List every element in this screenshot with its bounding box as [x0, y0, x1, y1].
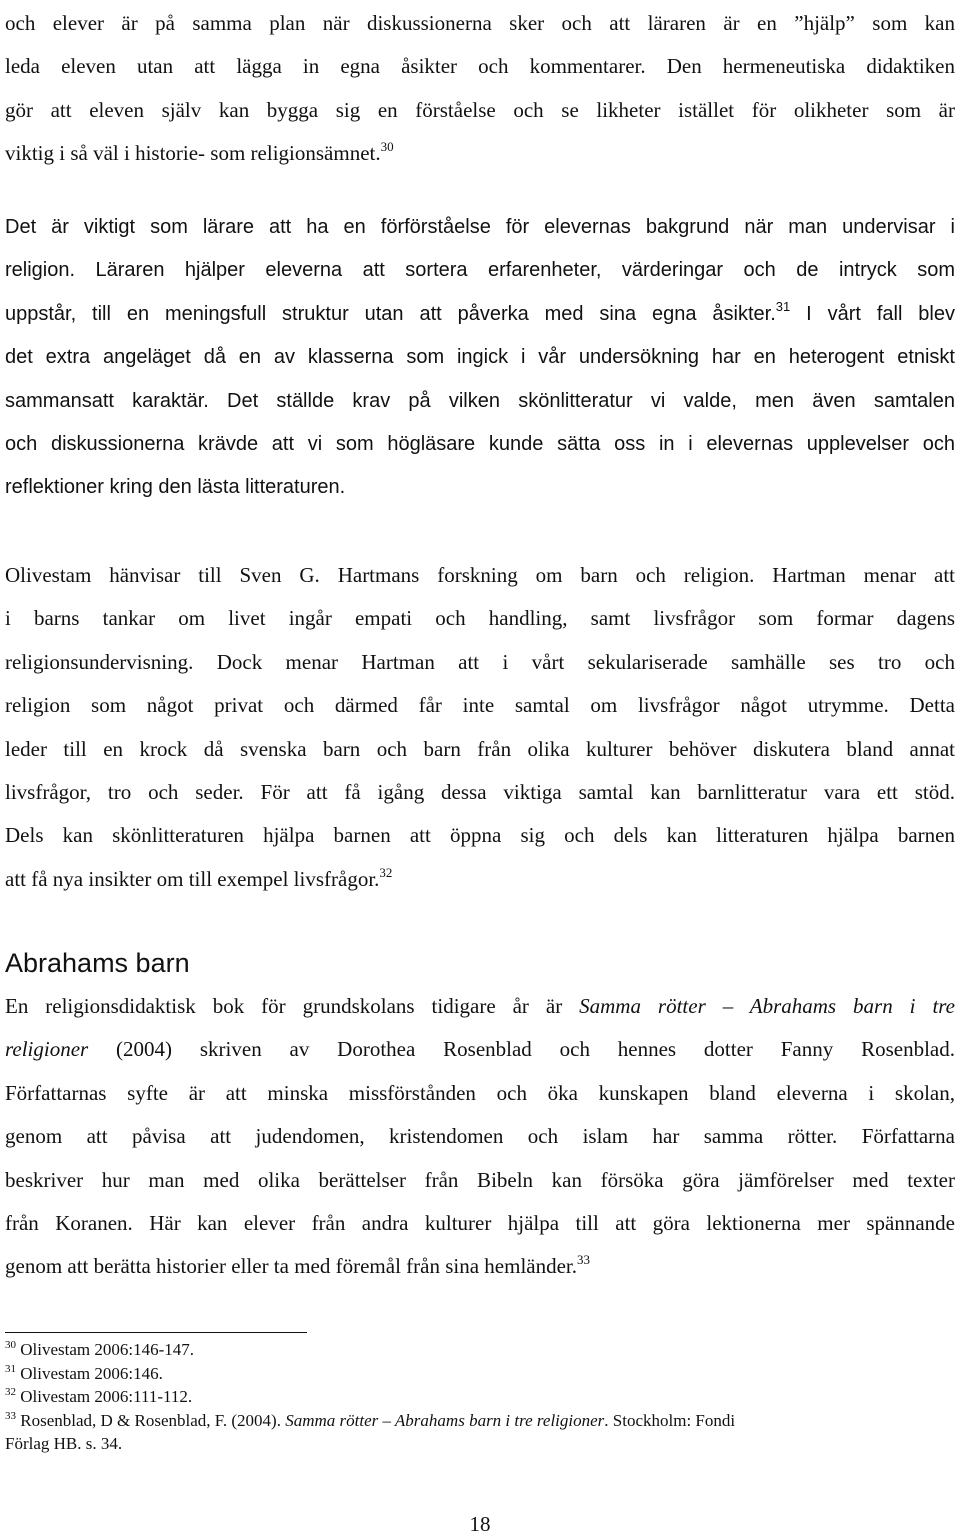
paragraph-1: [5, 2, 955, 176]
footnote-text: . Stockholm: Fondi: [604, 1410, 736, 1430]
paragraph-line: från Koranen. Här kan elever från andra kulturer hjälpa till att göra lektionerna mer spännande: [5, 1211, 955, 1236]
paragraph-line: Det är viktigt som lärare att ha en förförståelse för elevernas bakgrund när man undervisar i: [5, 216, 955, 238]
footnote-text: Olivestam 2006:111-112.: [16, 1387, 193, 1407]
paragraph-line: [5, 1028, 955, 1071]
paragraph-line: [5, 858, 955, 901]
footnote-32: [5, 1385, 955, 1409]
footnotes: [5, 1338, 955, 1456]
book-title: Samma rötter – Abrahams barn i tre: [579, 994, 955, 1018]
page-number: 18: [469, 1512, 491, 1536]
paragraph-line: [5, 985, 955, 1028]
paragraph-line: i barns tankar om livet ingår empati och handling, samt livsfrågor som formar dagens: [5, 606, 955, 631]
paragraph-line: livsfrågor, tro och seder. För att få igång dessa viktiga samtal kan barnlitteratur vara ett stöd.: [5, 780, 955, 805]
paragraph-4: [5, 985, 955, 1289]
footnote-33: [5, 1409, 955, 1433]
footnote-text: Olivestam 2006:146-147.: [16, 1340, 195, 1359]
book-title: religioner: [5, 1037, 89, 1062]
paragraph-line: och diskussionerna krävde att vi som högläsare kunde sätta oss in i elevernas upplevelser och: [5, 433, 955, 456]
paragraph-line: leder till en krock då svenska barn och barn från olika kulturer behöver diskutera bland annat: [5, 736, 955, 761]
paragraph-line: religionsundervisning. Dock menar Hartman att i vårt sekulariserade samhälle ses tro och: [5, 649, 955, 674]
footnote-33-continued: Förlag HB. s. 34.: [5, 1434, 123, 1454]
footnote-number: 32: [5, 1386, 16, 1399]
paragraph-line: genom att påvisa att judendomen, kristendomen och islam har samma rötter. Författarna: [5, 1124, 955, 1149]
footnote-31: [5, 1362, 955, 1386]
footnote-book-title: Samma rötter – Abrahams barn i tre religioner: [285, 1410, 605, 1430]
footnote-text: Olivestam 2006:146.: [16, 1363, 163, 1383]
paragraph-text: (2004) skriven av Dorothea Rosenblad och hennes dotter Fanny Rosenblad.: [88, 1037, 955, 1062]
paragraph-line: Dels kan skönlitteraturen hjälpa barnen att öppna sig och dels kan litteraturen hjälpa barnen: [5, 823, 955, 848]
paragraph-text: uppstår, till en meningsfull struktur utan att påverka med sina egna åsikter.: [5, 302, 776, 325]
footnote-number: 31: [5, 1362, 16, 1375]
footnote-30: [5, 1338, 955, 1362]
paragraph-line: leda eleven utan att lägga in egna åsikter och kommentarer. Den hermeneutiska didaktiken: [5, 54, 955, 79]
paragraph-3: [5, 554, 955, 901]
paragraph-text: viktig i så väl i historie- som religionsämnet.: [5, 141, 381, 166]
paragraph-line: gör att eleven själv kan bygga sig en förståelse och se likheter istället för olikheter som är: [5, 97, 955, 122]
paragraph-text: att få nya insikter om till exempel livsfrågor.: [5, 866, 380, 891]
paragraph-line: reflektioner kring den lästa litteraturen.: [5, 476, 346, 499]
section-heading: Abrahams barn: [5, 948, 190, 978]
paragraph-line: beskriver hur man med olika berättelser från Bibeln kan försöka göra jämförelser med texter: [5, 1167, 955, 1192]
paragraph-text: I vårt fall blev: [790, 302, 955, 325]
paragraph-line: och elever är på samma plan när diskussionerna sker och att läraren är en ”hjälp” som kan: [5, 11, 955, 35]
paragraph-2: [5, 206, 955, 510]
paragraph-line: religion som något privat och därmed får inte samtal om livsfrågor något utrymme. Detta: [5, 693, 955, 718]
footnote-ref-32[interactable]: 32: [379, 864, 393, 880]
footnote-separator: [5, 1332, 307, 1333]
paragraph-line: Olivestam hänvisar till Sven G. Hartmans forskning om barn och religion. Hartman menar att: [5, 563, 955, 587]
paragraph-line: Författarnas syfte är att minska missförstånden och öka kunskapen bland eleverna i skolan,: [5, 1080, 955, 1105]
paragraph-text: En religionsdidaktisk bok för grundskolans tidigare år är: [5, 994, 580, 1018]
footnote-text: Rosenblad, D & Rosenblad, F. (2004).: [16, 1410, 286, 1430]
paragraph-line: det extra angeläget då en av klasserna som ingick i vår undersökning har en heterogent etniskt: [5, 346, 955, 369]
paragraph-text: genom att berätta historier eller ta med föremål från sina hemländer.: [5, 1254, 578, 1279]
footnote-number: 30: [5, 1339, 16, 1351]
paragraph-line: [5, 132, 955, 175]
paragraph-line: religion. Läraren hjälper eleverna att sortera erfarenheter, värderingar och de intryck som: [5, 259, 955, 282]
paragraph-line: [5, 293, 955, 336]
paragraph-line: [5, 1245, 955, 1288]
footnote-number: 33: [5, 1409, 16, 1422]
footnote-ref-31[interactable]: 31: [775, 298, 791, 314]
paragraph-line: sammansatt karaktär. Det ställde krav på vilken skönlitteratur vi valde, men även samtalen: [5, 389, 955, 412]
footnote-ref-33[interactable]: 33: [577, 1252, 591, 1268]
footnote-ref-30[interactable]: 30: [380, 139, 394, 155]
